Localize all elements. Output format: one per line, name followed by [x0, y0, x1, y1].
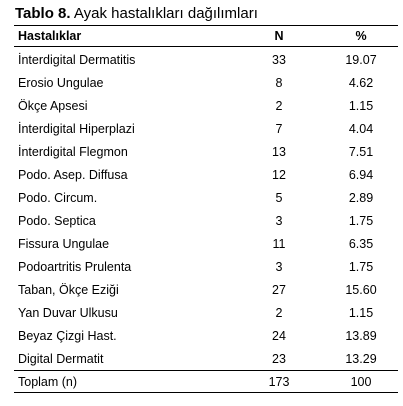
row-disease: İnterdigital Dermatitis [18, 52, 136, 67]
table-row [14, 94, 398, 117]
row-percent: 2.89 [348, 190, 374, 205]
table-row [14, 186, 398, 209]
table-row [14, 47, 398, 72]
row-count: 24 [272, 328, 286, 343]
total-label: Toplam (n) [18, 374, 78, 389]
header-percent: % [355, 29, 367, 43]
table-header-row [14, 26, 398, 47]
row-percent: 13.89 [345, 328, 377, 343]
row-disease: Ökçe Apsesi [18, 98, 88, 113]
row-count: 27 [272, 282, 286, 297]
row-disease: Podo. Asep. Diffusa [18, 167, 128, 182]
table-row [14, 347, 398, 371]
row-disease: Yan Duvar Ulkusu [18, 305, 118, 320]
table-caption-label: Tablo 8. [15, 5, 71, 22]
row-percent: 19.07 [345, 52, 377, 67]
row-percent: 15.60 [345, 282, 377, 297]
table-row [14, 140, 398, 163]
row-percent: 4.04 [348, 121, 374, 136]
header-count: N [274, 29, 284, 43]
row-percent: 4.62 [348, 75, 374, 90]
row-disease: Taban, Ökçe Eziği [18, 282, 119, 297]
row-disease: Digital Dermatit [18, 351, 104, 366]
row-disease: Podo. Septica [18, 213, 96, 228]
row-count: 33 [272, 52, 286, 67]
total-percent: 100 [350, 374, 372, 389]
table-row [14, 324, 398, 347]
document [14, 5, 398, 393]
row-count: 3 [275, 259, 283, 274]
header-disease: Hastalıklar [18, 29, 82, 43]
row-disease: Beyaz Çizgi Hast. [18, 328, 117, 343]
table-caption [15, 5, 398, 23]
row-count: 12 [272, 167, 286, 182]
row-disease: Podo. Circum. [18, 190, 98, 205]
table-row [14, 278, 398, 301]
table-row [14, 232, 398, 255]
row-percent: 13.29 [345, 351, 377, 366]
table-total-row [14, 371, 398, 393]
row-percent: 1.15 [348, 305, 374, 320]
table-row [14, 117, 398, 140]
row-count: 5 [275, 190, 283, 205]
disease-distribution-table [14, 25, 398, 393]
row-disease: İnterdigital Hiperplazi [18, 121, 135, 136]
row-count: 2 [275, 98, 283, 113]
table-row [14, 255, 398, 278]
table-row [14, 209, 398, 232]
row-count: 13 [272, 144, 286, 159]
table-row [14, 301, 398, 324]
table-caption-text: Ayak hastalıkları dağılımları [73, 5, 258, 22]
row-percent: 7.51 [348, 144, 374, 159]
row-disease: Fissura Ungulae [18, 236, 110, 251]
row-percent: 6.94 [348, 167, 374, 182]
row-count: 3 [275, 213, 283, 228]
row-count: 2 [275, 305, 283, 320]
row-percent: 1.75 [348, 259, 374, 274]
row-disease: Podoartritis Prulenta [18, 259, 132, 274]
row-count: 8 [275, 75, 283, 90]
row-percent: 1.75 [348, 213, 374, 228]
row-count: 7 [275, 121, 283, 136]
table-row [14, 71, 398, 94]
row-percent: 6.35 [348, 236, 374, 251]
table-row [14, 163, 398, 186]
row-disease: İnterdigital Flegmon [18, 144, 128, 159]
row-count: 11 [272, 236, 286, 251]
row-percent: 1.15 [348, 98, 374, 113]
total-count: 173 [268, 374, 290, 389]
row-disease: Erosio Ungulae [18, 75, 104, 90]
row-count: 23 [272, 351, 286, 366]
